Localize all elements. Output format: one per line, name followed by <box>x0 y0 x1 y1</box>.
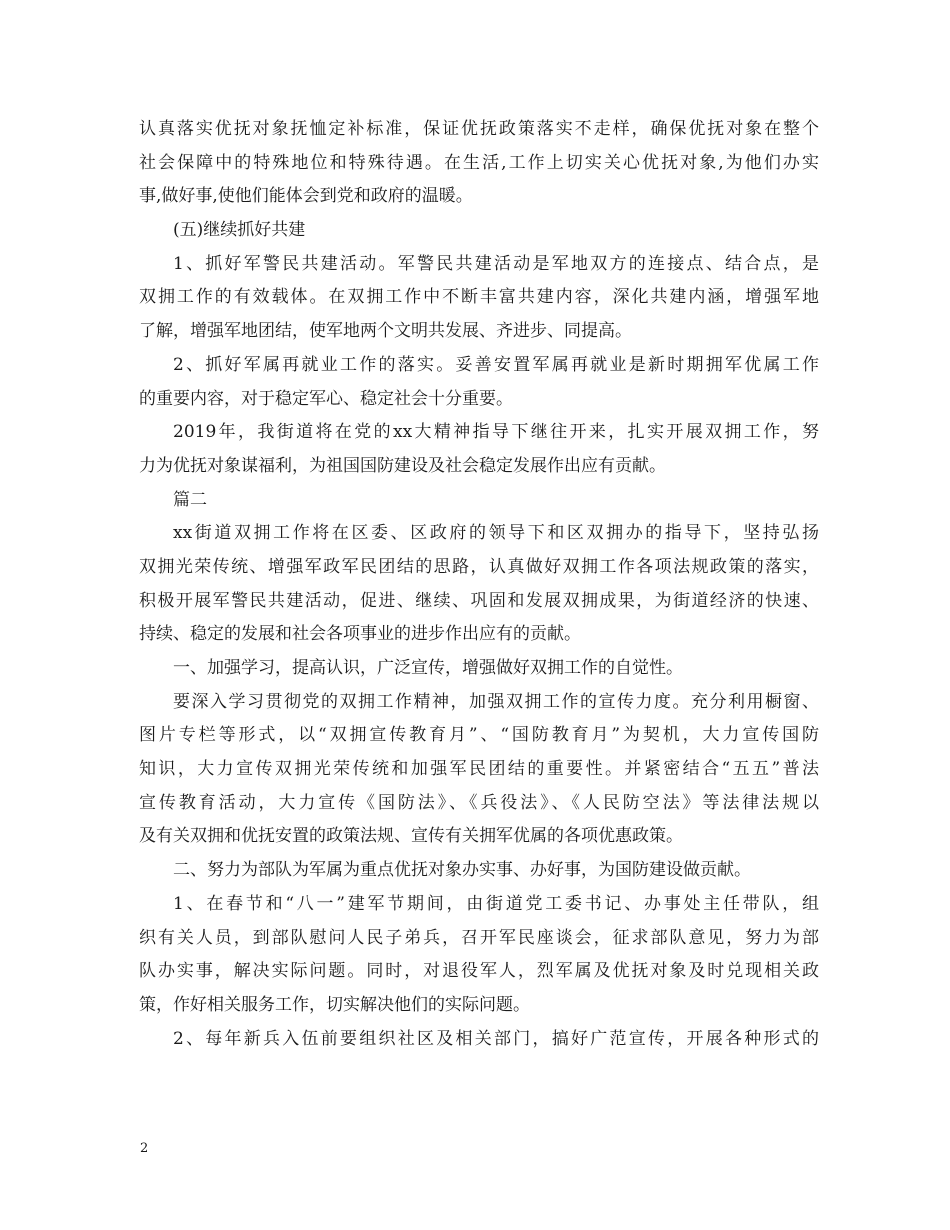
paragraph <box>139 484 819 518</box>
page-number: 2 <box>140 1141 149 1156</box>
text-line: 一、加强学习，提高认识，广泛宣传，增强做好双拥工作的自觉性。 <box>173 658 683 678</box>
text-line: 队办实事，解决实际问题。同时，对退役军人，烈军属及优抚对象及时兑现相关政 <box>139 961 819 982</box>
text-line: 的重要内容，对于稳定军心、稳定社会十分重要。 <box>139 388 513 409</box>
text-line: 1、在春节和“八一”建军节期间，由街道党工委书记、办事处主任带队，组 <box>173 893 819 914</box>
document-body <box>139 113 819 1056</box>
paragraph <box>139 214 819 248</box>
text-line: (五)继续抓好共建 <box>173 220 306 241</box>
paragraph <box>139 113 819 214</box>
text-line: 社会保障中的特殊地位和特殊待遇。在生活,工作上切实关心优抚对象,为他们办实 <box>139 152 819 173</box>
text-line: 1、抓好军警民共建活动。军警民共建活动是军地双方的连接点、结合点，是 <box>173 253 819 274</box>
text-line: 二、努力为部队为军属为重点优抚对象办实事、办好事，为国防建设做贡献。 <box>173 860 751 881</box>
text-line: 双拥工作的有效载体。在双拥工作中不断丰富共建内容，深化共建内涵，增强军地 <box>139 287 819 308</box>
paragraph <box>139 686 819 854</box>
text-line: 2、抓好军属再就业工作的落实。妥善安置军属再就业是新时期拥军优属工作 <box>173 354 819 375</box>
text-line: 知识，大力宣传双拥光荣传统和加强军民团结的重要性。并紧密结合“五五”普法 <box>139 759 819 780</box>
text-line: 力为优抚对象谋福利，为祖国国防建设及社会稳定发展作出应有贡献。 <box>139 455 666 476</box>
paragraph <box>139 888 819 1023</box>
text-line: 篇二 <box>173 489 207 510</box>
text-line: 认真落实优抚对象抚恤定补标准，保证优抚政策落实不走样，确保优抚对象在整个 <box>139 119 819 139</box>
text-line: 持续、稳定的发展和社会各项事业的进步作出应有的贡献。 <box>139 624 581 645</box>
text-line: 2、每年新兵入伍前要组织社区及相关部门，搞好广范宣传，开展各种形式的 <box>173 1028 819 1049</box>
paragraph <box>139 248 819 349</box>
paragraph <box>139 854 819 888</box>
text-line: 图片专栏等形式，以“双拥宣传教育月”、“国防教育月”为契机，大力宣传国防 <box>139 725 819 746</box>
text-line: 织有关人员，到部队慰问人民子弟兵，召开军民座谈会，征求部队意见，努力为部 <box>139 927 819 948</box>
paragraph <box>139 349 819 416</box>
text-line: 宣传教育活动，大力宣传《国防法》、《兵役法》、《人民防空法》等法律法规以 <box>139 792 819 813</box>
text-line: 策，作好相关服务工作，切实解决他们的实际问题。 <box>139 994 530 1015</box>
text-line: 积极开展军警民共建活动，促进、继续、巩固和发展双拥成果，为街道经济的快速、 <box>139 590 819 611</box>
text-line: 及有关双拥和优抚安置的政策法规、宣传有关拥军优属的各项优惠政策。 <box>139 826 683 847</box>
text-line: 双拥光荣传统、增强军政军民团结的思路，认真做好双拥工作各项法规政策的落实， <box>139 556 819 577</box>
text-line: 了解，增强军地团结，使军地两个文明共发展、齐进步、同提高。 <box>139 321 632 342</box>
paragraph <box>139 416 819 483</box>
text-line: 要深入学习贯彻党的双拥工作精神，加强双拥工作的宣传力度。充分利用橱窗、 <box>173 691 819 712</box>
text-line: 事,做好事,使他们能体会到党和政府的温暖。 <box>139 186 473 207</box>
paragraph <box>139 1023 819 1057</box>
text-line: xx街道双拥工作将在区委、区政府的领导下和区双拥办的指导下，坚持弘扬 <box>173 523 819 544</box>
paragraph <box>139 517 819 652</box>
text-line: 2019年，我街道将在党的xx大精神指导下继往开来，扎实开展双拥工作，努 <box>173 422 819 443</box>
paragraph <box>139 652 819 686</box>
